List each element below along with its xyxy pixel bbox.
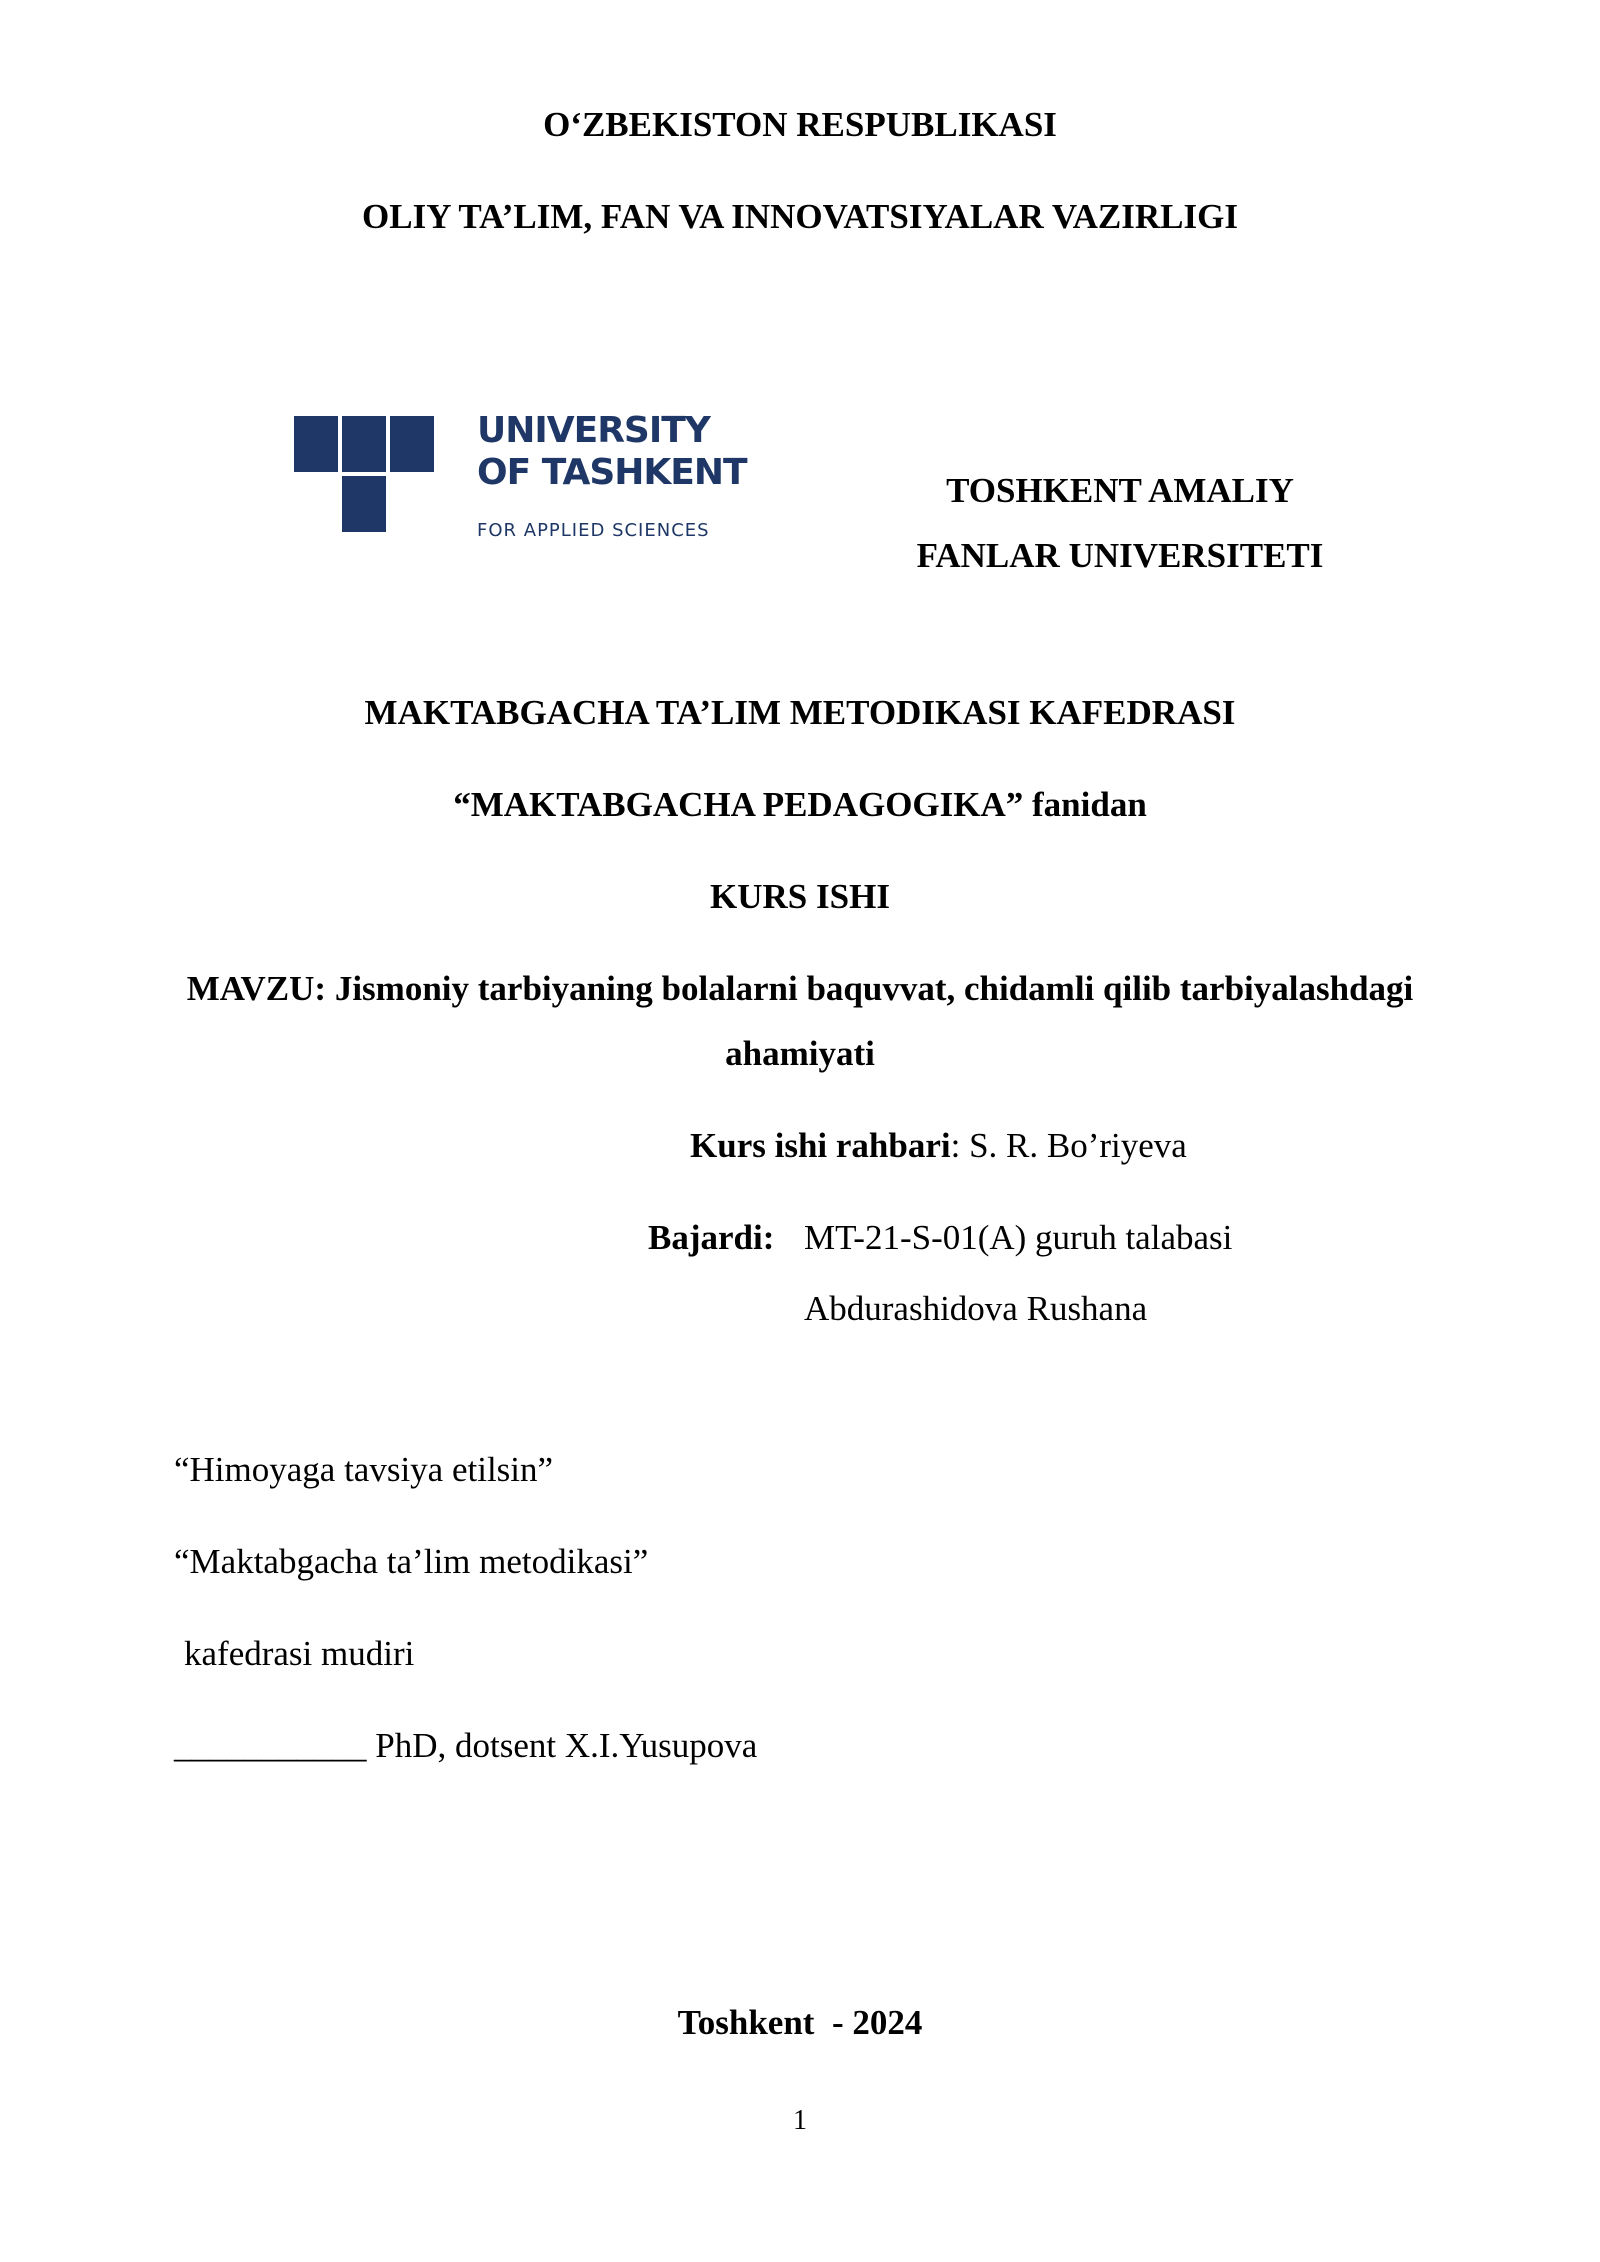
country-title: O‘ZBEKISTON RESPUBLIKASI xyxy=(543,105,1057,144)
supervisor-label: Kurs ishi rahbari xyxy=(690,1126,951,1165)
subject-title: “MAKTABGACHA PEDAGOGIKA” fanidan xyxy=(453,785,1147,824)
topic-line2: ahamiyati xyxy=(725,1034,875,1073)
page-number: 1 xyxy=(793,2105,807,2136)
supervisor-value: : S. R. Bo’riyeva xyxy=(950,1126,1187,1165)
approval-line1: “Himoyaga tavsiya etilsin” xyxy=(174,1450,554,1489)
topic-text: Jismoniy tarbiyaning bolalarni baquvvat, chidamli qilib tarbiyalashdagi xyxy=(326,969,1414,1008)
performer-label: Bajardi: xyxy=(648,1218,775,1257)
document-type: KURS ISHI xyxy=(710,877,890,916)
logo-square-3 xyxy=(390,416,434,472)
city-year: Toshkent - 2024 xyxy=(677,2003,923,2042)
university-name-line1: TOSHKENT AMALIY xyxy=(946,471,1294,510)
logo-text-of-tashkent: OF TASHKENT xyxy=(477,452,747,493)
ministry-title: OLIY TA’LIM, FAN VA INNOVATSIYALAR VAZIRLIGI xyxy=(362,197,1238,236)
topic-label: MAVZU: xyxy=(186,969,327,1008)
supervisor-line xyxy=(690,1126,1187,1166)
approval-line3: kafedrasi mudiri xyxy=(184,1634,415,1673)
topic-line1 xyxy=(0,969,1600,1009)
logo-text-applied-sciences: FOR APPLIED SCIENCES xyxy=(477,520,710,541)
university-logo xyxy=(290,408,747,548)
approval-line2: “Maktabgacha ta’lim metodikasi” xyxy=(174,1542,649,1581)
performer-group: MT-21-S-01(A) guruh talabasi xyxy=(804,1218,1233,1257)
approval-signature-line: ___________ PhD, dotsent X.I.Yusupova xyxy=(174,1726,758,1765)
logo-square-4 xyxy=(342,476,386,532)
university-name-line2: FANLAR UNIVERSITETI xyxy=(916,536,1324,575)
logo-text-university: UNIVERSITY xyxy=(477,410,710,451)
logo-square-2 xyxy=(342,416,386,472)
performer-name: Abdurashidova Rushana xyxy=(804,1289,1148,1328)
logo-square-1 xyxy=(294,416,338,472)
department-title: MAKTABGACHA TA’LIM METODIKASI KAFEDRASI xyxy=(364,693,1236,732)
